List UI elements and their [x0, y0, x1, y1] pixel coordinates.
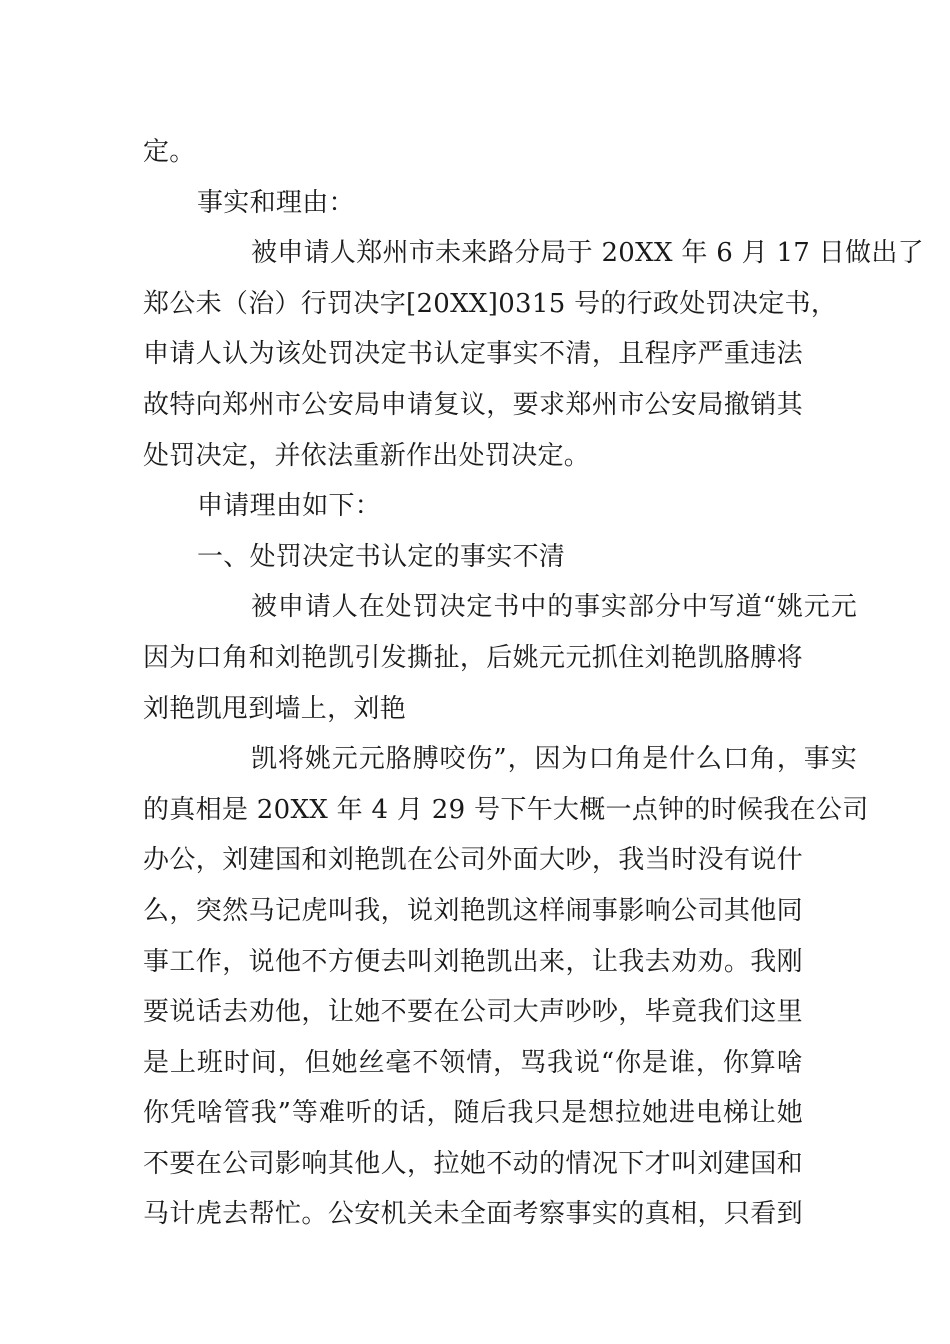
text-line	[143, 684, 813, 735]
text-line	[143, 886, 813, 937]
line-text: 办公，刘建国和刘艳凯在公司外面大吵，我当时没有说什	[143, 845, 803, 876]
text-line	[143, 633, 813, 684]
text-line	[143, 734, 857, 785]
line-text: 申请理由如下：	[197, 491, 382, 522]
text-line	[143, 785, 869, 836]
line-text: 处罚决定，并依法重新作出处罚决定。	[143, 440, 591, 471]
line-text: 申请人认为该处罚决定书认定事实不清，且程序严重违法	[143, 339, 803, 370]
text-line	[143, 431, 813, 482]
line-text: 被申请人在处罚决定书中的事实部分中写道“姚元元	[251, 592, 857, 623]
text-line	[143, 127, 813, 178]
text-line	[143, 1088, 813, 1139]
text-line	[143, 329, 813, 380]
text-line	[143, 937, 813, 988]
line-text: 故特向郑州市公安局申请复议，要求郑州市公安局撤销其	[143, 389, 803, 420]
line-text: 马计虎去帮忙。公安机关未全面考察事实的真相，只看到	[143, 1199, 803, 1230]
line-text: 被申请人郑州市未来路分局于 20XX 年 6 月 17 日做出了	[251, 238, 924, 269]
line-text: 一、处罚决定书认定的事实不清	[197, 541, 566, 572]
text-line	[143, 835, 813, 886]
line-text: 郑公未（治）行罚决字[20XX]0315 号的行政处罚决定书，	[143, 288, 838, 319]
text-line	[143, 1139, 813, 1190]
text-line	[143, 178, 813, 229]
line-text: 刘艳凯甩到墙上，刘艳	[143, 693, 407, 724]
document-body	[143, 127, 924, 1240]
text-line	[143, 380, 813, 431]
text-line	[143, 1189, 813, 1240]
line-text: 凯将姚元元胳膊咬伤”，因为口角是什么口角，事实	[251, 744, 857, 775]
line-text: 事工作，说他不方便去叫刘艳凯出来，让我去劝劝。我刚	[143, 946, 803, 977]
line-text: 你凭啥管我”等难听的话，随后我只是想拉她进电梯让她	[143, 1098, 803, 1129]
line-text: 事实和理由：	[197, 187, 355, 218]
text-line	[143, 228, 924, 279]
text-line	[143, 582, 857, 633]
line-text: 的真相是 20XX 年 4 月 29 号下午大概一点钟的时候我在公司	[143, 794, 869, 825]
text-line	[143, 1038, 813, 1089]
text-line	[143, 279, 838, 330]
line-text: 不要在公司影响其他人，拉她不动的情况下才叫刘建国和	[143, 1148, 803, 1179]
line-text: 要说话去劝他，让她不要在公司大声吵吵，毕竟我们这里	[143, 997, 803, 1028]
text-line	[143, 481, 813, 532]
line-text: 因为口角和刘艳凯引发撕扯，后姚元元抓住刘艳凯胳膊将	[143, 642, 803, 673]
text-line	[143, 987, 813, 1038]
line-text: 么，突然马记虎叫我，说刘艳凯这样闹事影响公司其他同	[143, 895, 803, 926]
section-heading	[143, 532, 813, 583]
line-text: 定。	[143, 137, 196, 167]
line-text: 是上班时间，但她丝毫不领情，骂我说“你是谁，你算啥	[143, 1047, 803, 1078]
